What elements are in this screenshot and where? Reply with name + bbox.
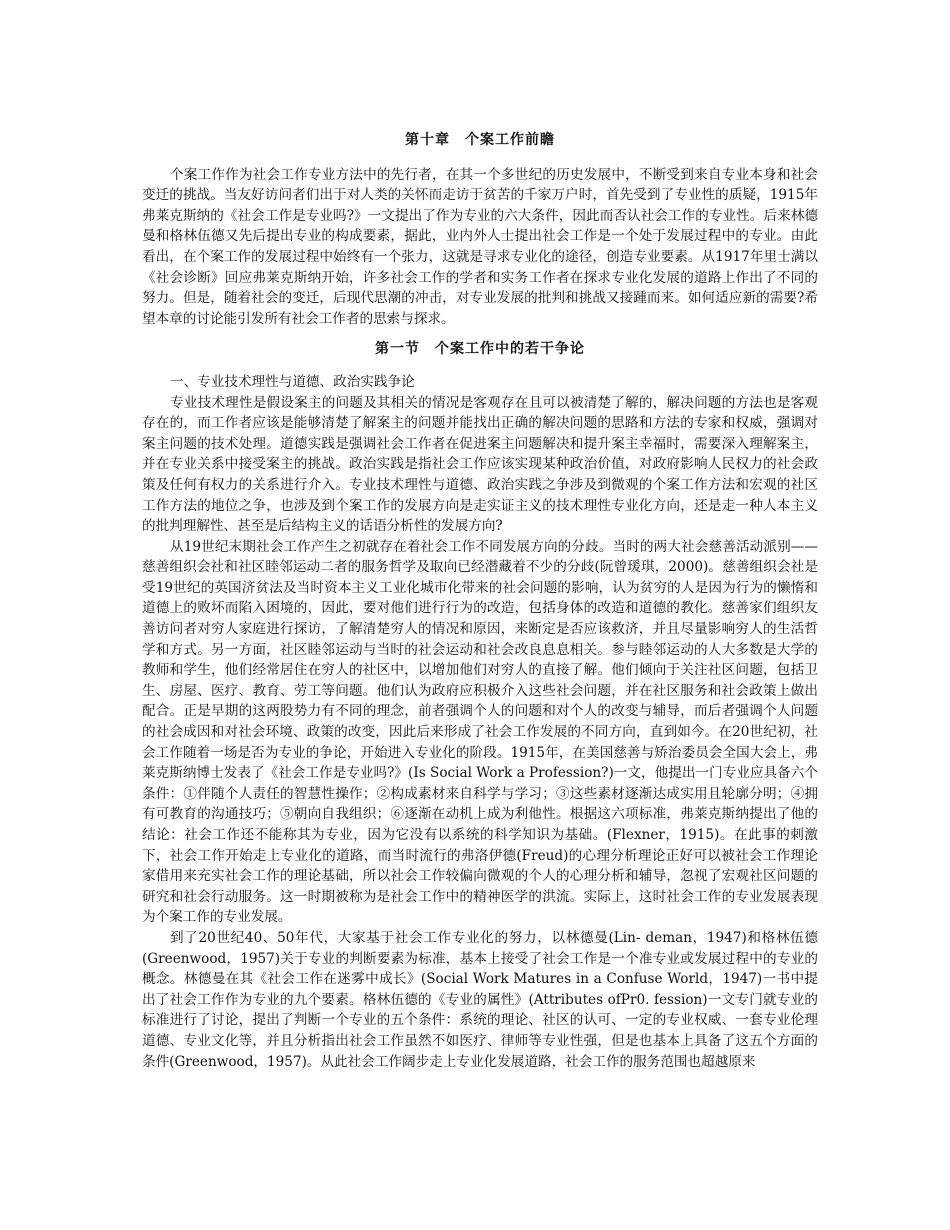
- section-title: 第一节 个案工作中的若干争论: [375, 341, 585, 358]
- body-paragraph-1: 专业技术理性是假设案主的问题及其相关的情况是客观存在且可以被清楚了解的，解决问题的方法也是客观存在的，而工作者应该是能够清楚了解案主的问题并能找出正确的解决问题的思路和方法的专家和权威，强调对案主问题的技术处理。道德实践是强调社会工作者在促进案主问题解决和提升案主幸福时，需要深入理解案主，并在专业关系中接受案主的挑战。政治实践是指社会工作应该实现某种政治价值，对政府影响人民权力的社会政策及任何有权力的关系进行介入。专业技术理性与道德、政治实践之争涉及到微观的个案工作方法和宏观的社区工作方法的地位之争，也涉及到个案工作的发展方向是走实证主义的技术理性专业化方向，还是走一种人本主义的批判理解性、甚至是后结构主义的话语分析性的发展方向?: [142, 394, 818, 535]
- chapter-intro-paragraph: 个案工作作为社会工作专业方法中的先行者，在其一个多世纪的历史发展中，不断受到来自专业本身和社会变迁的挑战。当友好访问者们出于对人类的关怀而走访于贫苦的千家万户时，首先受到了专业性的质疑，1915年弗莱克斯纳的《社会工作是专业吗?》一文提出了作为专业的六大条件，因此而否认社会工作的专业性。后来林德曼和格林伍德又先后提出专业的构成要素，据此，业内外人士提出社会工作是一个处于发展过程中的专业。由此看出，在个案工作的发展过程中始终有一个张力，这就是寻求专业化的途径，创造专业要素。从1917年里士满以《社会诊断》回应弗莱克斯纳开始，许多社会工作的学者和实务工作者在探求专业化发展的道路上作出了不同的努力。但是，随着社会的变迁，后现代思潮的冲击，对专业发展的批判和挑战又接踵而来。如何适应新的需要?希望本章的讨论能引发所有社会工作者的思索与探求。: [142, 166, 818, 327]
- body-paragraph-2: 从19世纪末期社会工作产生之初就存在着社会工作不同发展方向的分歧。当时的两大社会慈善活动派别——慈善组织会社和社区睦邻运动二者的服务哲学及取向已经潜藏着不少的分歧(阮曾瑗琪，2000)。慈善组织会社是受19世纪的英国济贫法及当时资本主义工业化城市化带来的社会问题的影响，认为贫穷的人是因为行为的懒惰和道德上的败坏而陷入困境的，因此，要对他们进行行为的改造，包括身体的改造和道德的教化。慈善家们组织友善访问者对穷人家庭进行探访，了解清楚穷人的情况和原因，来断定是否应该救济，并且尽量影响穷人的生活哲学和方式。另一方面，社区睦邻运动与当时的社会运动和社会改良息息相关。参与睦邻运动的人大多数是大学的教师和学生，他们经常居住在穷人的社区中，以增加他们对穷人的直接了解。他们倾向于关注社区问题，包括卫生、房屋、医疗、教育、劳工等问题。他们认为政府应积极介入这些社会问题，并在社区服务和社会政策上做出配合。正是早期的这两股势力有不同的理念，前者强调个人的问题和对个人的改变与辅导，而后者强调个人问题的社会成因和对社会环境、政策的改变，因此后来形成了社会工作发展的不同方向，直到如今。在20世纪初，社会工作随着一场是否为专业的争论，开始进入专业化的阶段。1915年，在美国慈善与矫治委员会全国大会上，弗莱克斯纳博士发表了《社会工作是专业吗?》(Is Social Work a Profession?)一文，他提出一门专业应具备六个条件：①伴随个人责任的智慧性操作；②构成素材来自科学与学习；③这些素材逐渐达成实用且轮廓分明；④拥有可教育的沟通技巧；⑤朝向自我组织；⑥逐渐在动机上成为利他性。根据这六项标准，弗莱克斯纳提出了他的结论：社会工作还不能称其为专业，因为它没有以系统的科学知识为基础。(Flexner，1915)。在此事的刺激下，社会工作开始走上专业化的道路，而当时流行的弗洛伊德(Freud)的心理分析理论正好可以被社会工作理论家借用来充实社会工作的理论基础，所以社会工作较偏向微观的个人的心理分析和辅导，忽视了宏观社区问题的研究和社会行动服务。这一时期被称为是社会工作中的精神医学的洪流。实际上，这时社会工作的专业发展表现为个案工作的专业发展。: [142, 538, 818, 926]
- section-subheading: 一、专业技术理性与道德、政治实践争论: [170, 373, 415, 390]
- document-body: [142, 130, 818, 1072]
- chapter-title: 第十章 个案工作前瞻: [405, 132, 555, 148]
- body-paragraph-3: 到了20世纪40、50年代，大家基于社会工作专业化的努力，以林德曼(Lin- deman，1947)和格林伍德(Greenwood，1957)关于专业的判断要素为标准，基本上接受了社会工作是一个准专业或发展过程中的专业的概念。林德曼在其《社会工作在迷雾中成长》(Social Work Matures in a Confuse World，1947)一书中提出了社会工作作为专业的九个要素。格林伍德的《专业的属性》(Attributes ofPr0. fession)一文专门就专业的标准进行了讨论，提出了判断一个专业的五个条件：系统的理论、社区的认可、一定的专业权威、一套专业伦理道德、专业文化等，并且分析指出社会工作虽然不如医疗、律师等专业性强，但是也基本上具备了这五个方面的条件(Greenwood，1957)。从此社会工作阔步走上专业化发展道路，社会工作的服务范围也超越原来: [142, 929, 818, 1070]
